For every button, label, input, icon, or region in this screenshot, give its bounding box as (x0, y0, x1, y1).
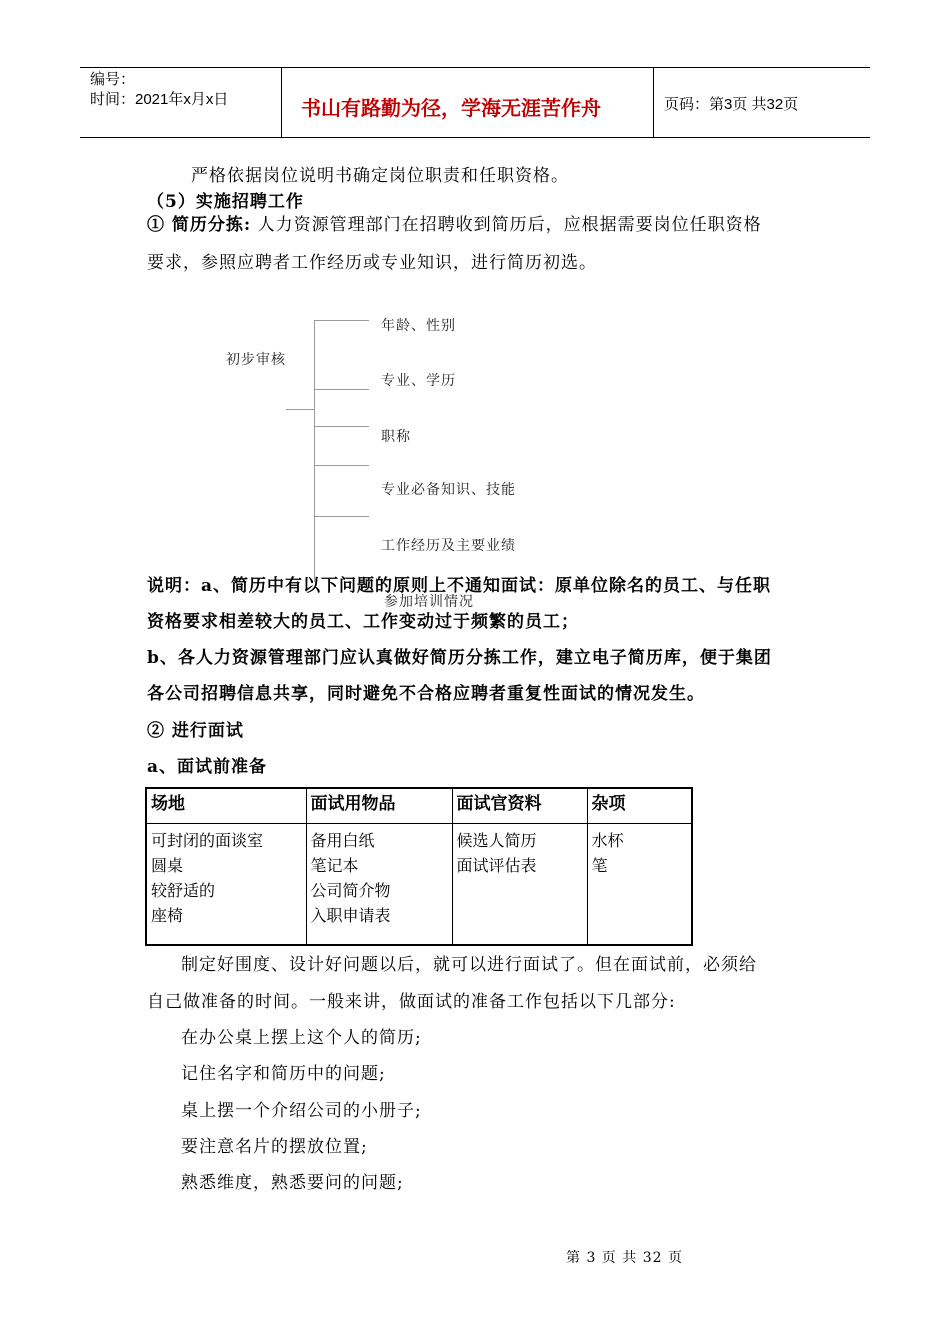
interview-prep-table (145, 787, 693, 946)
header-motto: 书山有路勤为径，学海无涯苦作舟 (301, 96, 601, 120)
list-item: 要注意名片的摆放位置; (181, 1137, 368, 1157)
list-item: 桌上摆一个介绍公司的小册子; (181, 1101, 422, 1121)
step2-title: ② 进行面试 (147, 721, 244, 741)
cell-line: 笔 (591, 856, 608, 875)
table-cell-venue (146, 824, 306, 946)
tree-branch-line (314, 320, 369, 321)
table-header-row (146, 788, 692, 824)
header-divider (281, 68, 282, 137)
table-cell-materials (452, 824, 587, 946)
intro-line: 严格依据岗位说明书确定岗位职责和任职资格。 (191, 166, 569, 186)
cell-line: 水杯 (591, 831, 624, 850)
tree-item: 参加培训情况 (384, 594, 474, 610)
cell-line: 可封闭的面谈室 (151, 831, 264, 850)
cell-line: 备用白纸 (310, 831, 375, 850)
note-b-line1: b、各人力资源管理部门应认真做好简历分拣工作，建立电子简历库，便于集团 (147, 648, 772, 668)
tree-branch-line (314, 426, 369, 427)
tree-item: 专业、学历 (381, 373, 456, 389)
note-a-line2: 资格要求相差较大的员工、工作变动过于频繁的员工； (147, 612, 579, 632)
tree-branch-line (314, 389, 369, 390)
table-header-cell: 面试官资料 (452, 788, 587, 824)
tree-item: 年龄、性别 (381, 318, 456, 334)
list-item: 记住名字和简历中的问题; (181, 1064, 386, 1084)
para-line2: 自己做准备的时间。一般来讲，做面试的准备工作包括以下几部分: (147, 992, 676, 1012)
table-cell-supplies (306, 824, 452, 946)
tree-branch-line (314, 465, 369, 466)
step1-label: ① 简历分拣: (147, 215, 252, 235)
cell-line: 座椅 (151, 906, 184, 925)
cell-line: 公司简介物 (310, 881, 391, 900)
tree-item: 工作经历及主要业绩 (381, 538, 516, 554)
table-cell-misc (587, 824, 692, 946)
doc-number-label: 编号： (90, 71, 136, 88)
section-title: （5）实施招聘工作 (147, 192, 304, 212)
tree-item: 职称 (381, 429, 411, 445)
doc-time-label: 时间：2021年x月x日 (90, 91, 229, 108)
table-header-cell: 杂项 (587, 788, 692, 824)
step1-line2: 要求，参照应聘者工作经历或专业知识，进行简历初选。 (147, 253, 597, 273)
list-item: 熟悉维度，熟悉要问的问题; (181, 1173, 404, 1193)
step1-text: 人力资源管理部门在招聘收到简历后，应根据需要岗位任职资格 (257, 215, 762, 235)
prep-subtitle: a、面试前准备 (147, 757, 268, 777)
tree-item: 专业必备知识、技能 (381, 482, 516, 498)
tree-branch-line (314, 516, 369, 517)
table-header-cell: 场地 (146, 788, 306, 824)
cell-line: 圆桌 (151, 856, 184, 875)
cell-line: 较舒适的 (151, 881, 216, 900)
tree-trunk-line (314, 320, 315, 582)
tree-root-label: 初步审核 (226, 352, 286, 368)
page-footer: 第 3 页 共 32 页 (566, 1250, 683, 1266)
tree-root-connector (286, 409, 315, 410)
header-divider (653, 68, 654, 137)
cell-line: 入职申请表 (310, 906, 391, 925)
step1-line1 (147, 210, 762, 235)
cell-line: 面试评估表 (456, 856, 537, 875)
table-row (146, 824, 692, 946)
cell-line: 候选人简历 (456, 831, 537, 850)
note-a-line1: 说明：a、简历中有以下问题的原则上不通知面试：原单位除名的员工、与任职 (147, 576, 772, 596)
header-page-number: 页码：第3页 共32页 (664, 96, 799, 113)
table-header-cell: 面试用物品 (306, 788, 452, 824)
list-item: 在办公桌上摆上这个人的简历; (181, 1028, 422, 1048)
para-line1: 制定好围度、设计好问题以后，就可以进行面试了。但在面试前，必须给 (181, 955, 757, 975)
note-b-line2: 各公司招聘信息共享，同时避免不合格应聘者重复性面试的情况发生。 (147, 684, 705, 704)
cell-line: 笔记本 (310, 856, 359, 875)
